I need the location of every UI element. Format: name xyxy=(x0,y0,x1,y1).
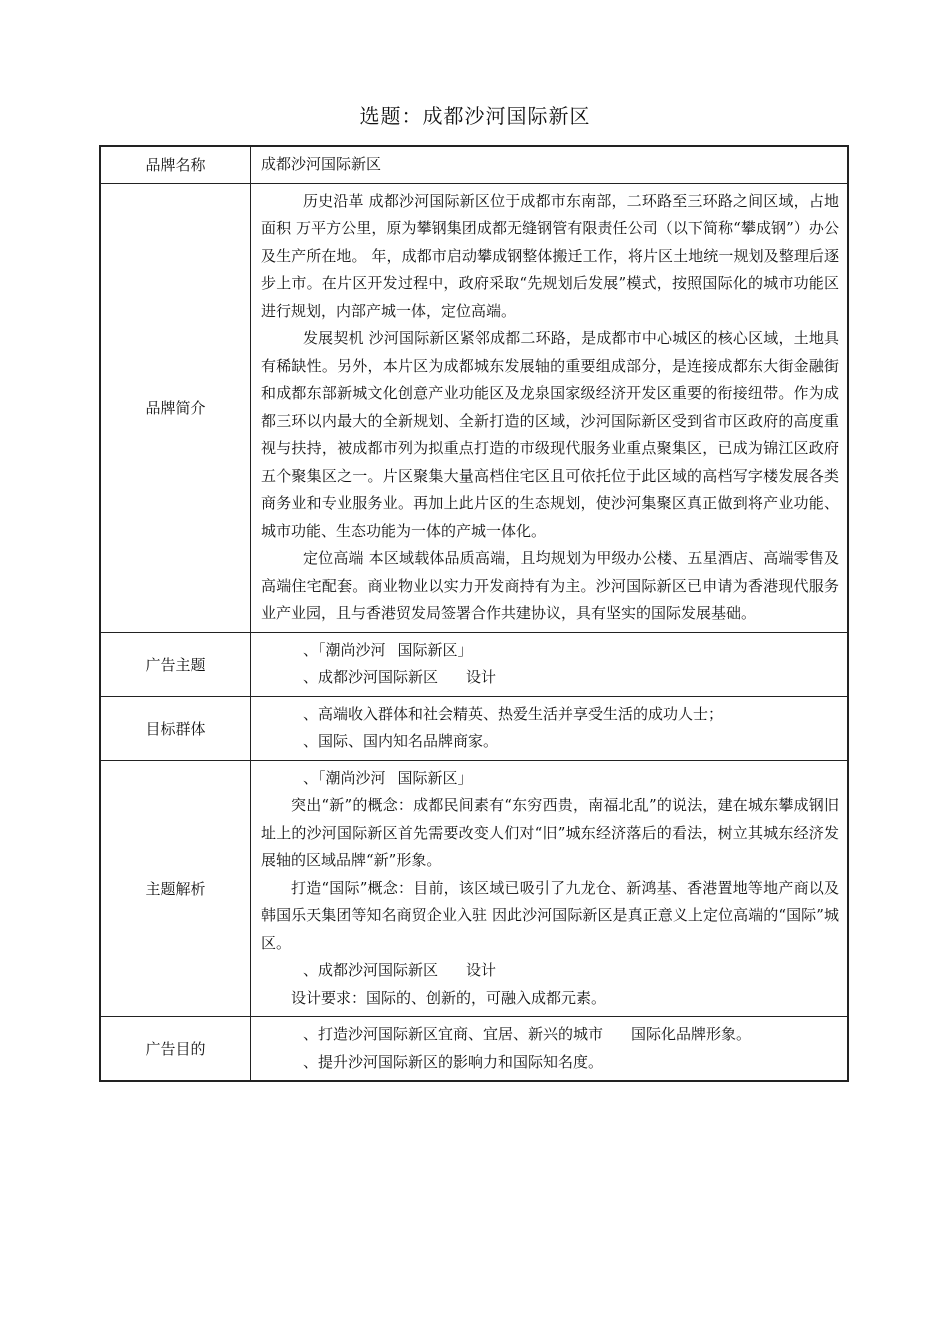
analysis-design-line-b: 设计 xyxy=(466,961,497,979)
ad-theme-item-1b: 国际新区」 xyxy=(397,640,473,659)
row-theme-analysis xyxy=(100,760,848,1017)
ad-theme-item-2a: 、成都沙河国际新区 xyxy=(303,668,439,686)
row-ad-theme xyxy=(100,632,848,696)
label-brand-intro: 品牌简介 xyxy=(100,183,251,632)
label-theme-analysis: 主题解析 xyxy=(100,760,251,1017)
label-ad-theme: 广告主题 xyxy=(100,632,251,696)
row-brand-name xyxy=(100,146,848,183)
intro-positioning-paragraph: 定位高端 本区域载体品质高端，且均规划为甲级办公楼、五星酒店、高端零售及高端住宅配套。商业物业以实力开发商持有为主。沙河国际新区已申请为香港现代服务业产业园，且与香港贸发局签署合作共建协议，具有坚实的国际发展基础。 xyxy=(261,549,839,622)
analysis-design-requirement: 设计要求：国际的、创新的，可融入成都元素。 xyxy=(291,988,607,1007)
analysis-theme-line-b: 国际新区」 xyxy=(397,768,473,787)
ad-goal-item-1b: 国际化品牌形象。 xyxy=(631,1025,752,1043)
ad-theme-item xyxy=(261,664,839,692)
target-group-item: 、高端收入群体和社会精英、热爱生活并享受生活的成功人士； xyxy=(303,704,724,723)
analysis-theme-line xyxy=(261,765,839,793)
ad-goal-item: 、提升沙河国际新区的影响力和国际知名度。 xyxy=(303,1052,604,1071)
target-group-content xyxy=(251,696,849,760)
analysis-design-line-a: 、成都沙河国际新区 xyxy=(303,961,439,979)
page-title: 选题：成都沙河国际新区 xyxy=(359,104,591,128)
analysis-new-paragraph: 突出“新”的概念：成都民间素有“东穷西贵，南福北乱”的说法，建在城东攀成钢旧址上的沙河国际新区首先需要改变人们对“旧”城东经济落后的看法，树立其城东经济发展轴的区域品牌“新”形象。 xyxy=(261,796,839,869)
ad-goal-item xyxy=(261,1021,839,1049)
theme-analysis-content xyxy=(251,760,849,1017)
label-ad-goal: 广告目的 xyxy=(100,1017,251,1082)
row-ad-goal xyxy=(100,1017,848,1082)
label-brand-name: 品牌名称 xyxy=(100,146,251,183)
intro-history-paragraph: 历史沿革 成都沙河国际新区位于成都市东南部，二环路至三环路之间区域，占地面积 万平方公里，原为攀钢集团成都无缝钢管有限责任公司（以下简称“攀成钢”）办公及生产所在地。 年，成都市启动攀成钢整体搬迁工作，将片区土地统一规划及整理后逐步上市。在片区开发过程中，政府采取“先规划后发展”模式，按照国际化的城市功能区进行规划，内部产城一体，定位高端。 xyxy=(261,191,839,320)
analysis-design-line xyxy=(261,957,839,985)
analysis-international-paragraph: 打造“国际”概念：目前，该区域已吸引了九龙仓、新鸿基、香港置地等地产商以及韩国乐天集团等知名商贸企业入驻 因此沙河国际新区是真正意义上定位高端的“国际”城区。 xyxy=(261,878,839,952)
value-brand-name: 成都沙河国际新区 xyxy=(251,146,849,183)
intro-opportunity-paragraph: 发展契机 沙河国际新区紧邻成都二环路，是成都市中心城区的核心区域，土地具有稀缺性。另外，本片区为成都城东发展轴的重要组成部分，是连接成都东大街金融街和成都东部新城文化创意产业功能区及龙泉国家级经济开发区重要的衔接纽带。作为成都三环以内最大的全新规划、全新打造的区域，沙河国际新区受到省市区政府的高度重视与扶持，被成都市列为拟重点打造的市级现代服务业重点聚集区，已成为锦江区政府五个聚集区之一。片区聚集大量高档住宅区且可依托位于此区域的高档写字楼发展各类商务业和专业服务业。再加上此片区的生态规划，使沙河集聚区真正做到将产业功能、城市功能、生态功能为一体的产城一体化。 xyxy=(261,329,839,540)
ad-theme-content xyxy=(251,632,849,696)
label-target-group: 目标群体 xyxy=(100,696,251,760)
ad-goal-item-1a: 、打造沙河国际新区宜商、宜居、新兴的城市 xyxy=(303,1025,604,1043)
ad-theme-item xyxy=(261,637,839,665)
row-brand-intro xyxy=(100,183,848,632)
ad-goal-content xyxy=(251,1017,849,1082)
row-target-group xyxy=(100,696,848,760)
ad-theme-item-2b: 设计 xyxy=(466,668,497,686)
analysis-theme-line-a: 、「潮尚沙河 xyxy=(303,768,386,787)
ad-theme-item-1a: 、「潮尚沙河 xyxy=(303,640,386,659)
brand-brief-table xyxy=(99,145,849,1082)
target-group-item: 、国际、国内知名品牌商家。 xyxy=(303,732,499,750)
brand-intro-content xyxy=(251,183,849,632)
